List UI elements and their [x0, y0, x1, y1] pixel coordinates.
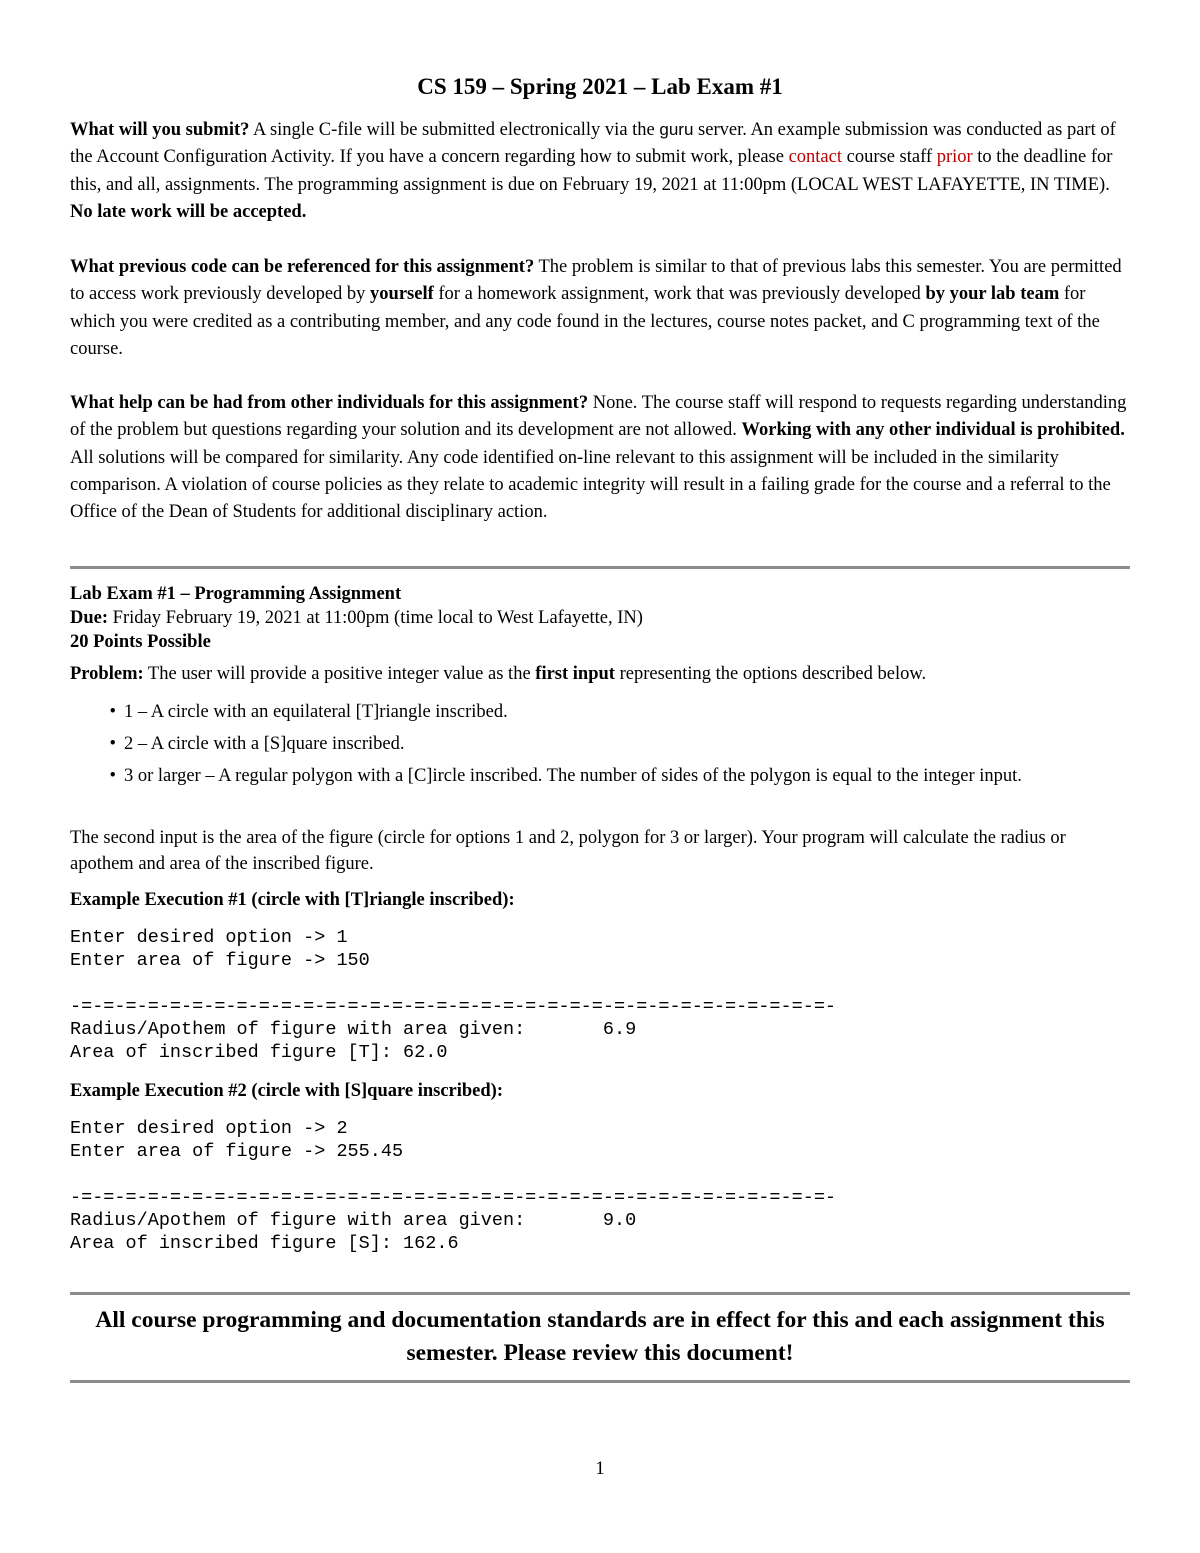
bullet-icon: • [109, 734, 116, 754]
previous-code-paragraph [70, 254, 1130, 363]
problem-text-1: The user will provide a positive integer value as the [143, 664, 536, 684]
contact-link[interactable]: contact [788, 147, 842, 168]
lab-team-emphasis: by your lab team [925, 284, 1060, 305]
standards-notice: All course programming and documentation standards are in effect for this and each assignment this semester. Please review this document! [95, 1307, 1105, 1366]
example-1-heading [70, 888, 1130, 912]
submit-text-1: A single C-file will be submitted electronically via the [249, 120, 660, 140]
list-item [70, 764, 1130, 789]
help-question: What help can be had from other individuals for this assignment? [70, 393, 589, 413]
help-paragraph [70, 390, 1130, 526]
submit-paragraph [70, 116, 1130, 226]
previous-code-question: What previous code can be referenced for this assignment? [70, 257, 535, 277]
assignment-heading [70, 582, 1130, 606]
previous-text-1: The problem is similar to that of previous labs this semester. You are permitted to access work previously developed by [70, 257, 1122, 305]
help-text-1: None. The course staff will respond to requests regarding understanding of the problem but questions regarding your solution and its development are not allowed. [70, 393, 1127, 441]
section-divider [70, 566, 1130, 569]
problem-text-2: representing the options described below. [614, 664, 927, 684]
yourself-emphasis: yourself [370, 284, 434, 305]
previous-text-3: for which you were credited as a contributing member, and any code found in the lectures, course notes packet, and C programming text of the course. [70, 284, 1100, 359]
footer-divider-top [70, 1292, 1130, 1295]
submit-text-4: to the deadline for this, and all, assignments. The programming assignment is due on February 19, 2021 at 11:00pm (LOCAL WEST LAFAYETTE, IN TIME). [70, 147, 1113, 195]
page-title: CS 159 – Spring 2021 – Lab Exam #1 [417, 74, 783, 99]
bullet-icon: • [109, 766, 116, 786]
page-number: 1 [595, 1458, 605, 1479]
footer-divider-bottom [70, 1380, 1130, 1383]
guru-server-name: guru [659, 120, 694, 139]
option-text: 1 – A circle with an equilateral [T]riangle inscribed. [124, 702, 508, 722]
option-text: 2 – A circle with a [S]quare inscribed. [124, 734, 405, 754]
options-list [70, 700, 1130, 796]
first-input-emphasis: first input [535, 664, 615, 684]
list-item [70, 700, 1130, 725]
prior-emphasis: prior [936, 147, 973, 168]
example-1-heading-text: Example Execution #1 (circle with [T]riangle inscribed): [70, 890, 515, 910]
points-line [70, 630, 1130, 654]
option-text: 3 or larger – A regular polygon with a [C]ircle inscribed. The number of sides of the polygon is equal to the integer input. [124, 766, 1022, 786]
due-label: Due: [70, 608, 109, 628]
problem-label: Problem: [70, 664, 144, 684]
bullet-icon: • [109, 702, 116, 722]
assignment-heading-text: Lab Exam #1 – Programming Assignment [70, 584, 402, 604]
submit-question: What will you submit? [70, 120, 250, 140]
second-input-paragraph: The second input is the area of the figure (circle for options 1 and 2, polygon for 3 or larger). Your program will calculate the radius or apothem and area of the inscribed figure. [70, 828, 1066, 874]
problem-line [70, 662, 1130, 686]
example-2-heading [70, 1079, 1130, 1103]
example-2-heading-text: Example Execution #2 (circle with [S]quare inscribed): [70, 1081, 504, 1101]
example-1-code: Enter desired option -> 1 Enter area of figure -> 150 -=-=-=-=-=-=-=-=-=-=-=-=-=-=-=-=-=-=-=-=-=-=-=-=-=-=-=-=-=-=-=-=-=-=- Radius/Apothem of figure with area given: 6.9 Area of inscribed figure [T]: 62.0 [70, 927, 837, 1063]
late-work-notice: No late work will be accepted. [70, 201, 307, 222]
list-item [70, 732, 1130, 757]
due-text: Friday February 19, 2021 at 11:00pm (time local to West Lafayette, IN) [108, 608, 643, 628]
points-text: 20 Points Possible [70, 632, 211, 652]
submit-text-2: server. An example submission was conducted as part of the Account Configuration Activity. If you have a concern regarding how to submit work, please [70, 120, 1116, 168]
previous-text-2: for a homework assignment, work that was previously developed [433, 284, 926, 305]
prohibited-notice: Working with any other individual is prohibited. [741, 420, 1125, 441]
due-line [70, 606, 1130, 630]
example-2-code: Enter desired option -> 2 Enter area of figure -> 255.45 -=-=-=-=-=-=-=-=-=-=-=-=-=-=-=-=-=-=-=-=-=-=-=-=-=-=-=-=-=-=-=-=-=-=- Radius/Apothem of figure with area given: 9.0 Area of inscribed figure [S]: 162.6 [70, 1118, 837, 1254]
help-text-2: All solutions will be compared for similarity. Any code identified on-line relevant to this assignment will be included in the similarity comparison. A violation of course policies as they relate to academic integrity will result in a failing grade for the course and a referral to the Office of the Dean of Students for additional disciplinary action. [70, 447, 1111, 523]
submit-text-3: course staff [842, 147, 937, 168]
